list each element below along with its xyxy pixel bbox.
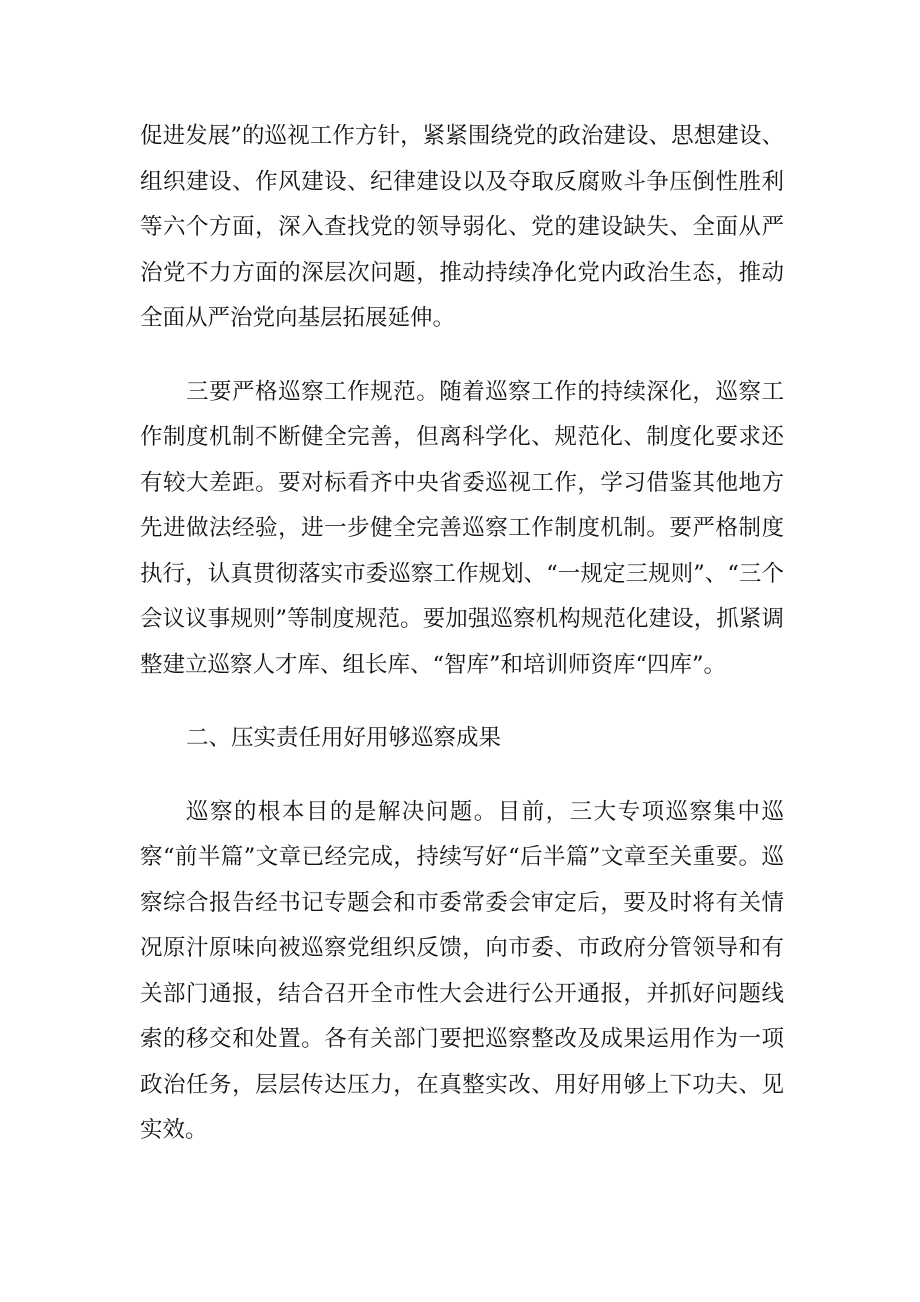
document-body — [140, 114, 784, 1154]
paragraph-standardize-inspection: 三要严格巡察工作规范。随着巡察工作的持续深化，巡察工作制度机制不断健全完善，但离科学化、规范化、制度化要求还有较大差距。要对标看齐中央省委巡视工作，学习借鉴其他地方先进做法经验，进一步健全完善巡察工作制度机制。要严格制度执行，认真贯彻落实市委巡察工作规划、“一规定三规则”、“三个会议议事规则”等制度规范。要加强巡察机构规范化建设，抓紧调整建立巡察人才库、组长库、“智库”和培训师资库“四库”。 — [140, 378, 784, 678]
paragraph-inspection-results: 巡察的根本目的是解决问题。目前，三大专项巡察集中巡察“前半篇”文章已经完成，持续写好“后半篇”文章至关重要。巡察综合报告经书记专题会和市委常委会审定后，要及时将有关情况原汁原味向被巡察党组织反馈，向市委、市政府分管领导和有关部门通报，结合召开全市性大会进行公开通报，并抓好问题线索的移交和处置。各有关部门要把巡察整改及成果运用作为一项政治任务，层层传达压力，在真整实改、用好用够上下功夫、见实效。 — [140, 798, 784, 1143]
section-heading: 二、压实责任用好用够巡察成果 — [186, 725, 502, 751]
paragraph-gap — [140, 762, 784, 790]
paragraph-continuation: 促进发展”的巡视工作方针，紧紧围绕党的政治建设、思想建设、组织建设、作风建设、纪律建设以及夺取反腐败斗争压倒性胜利等六个方面，深入查找党的领导弱化、党的建设缺失、全面从严治党不力方面的深层次问题，推动持续净化党内政治生态，推动全面从严治党向基层拓展延伸。 — [140, 123, 784, 331]
paragraph-gap — [140, 342, 784, 370]
paragraph-gap — [140, 688, 784, 716]
